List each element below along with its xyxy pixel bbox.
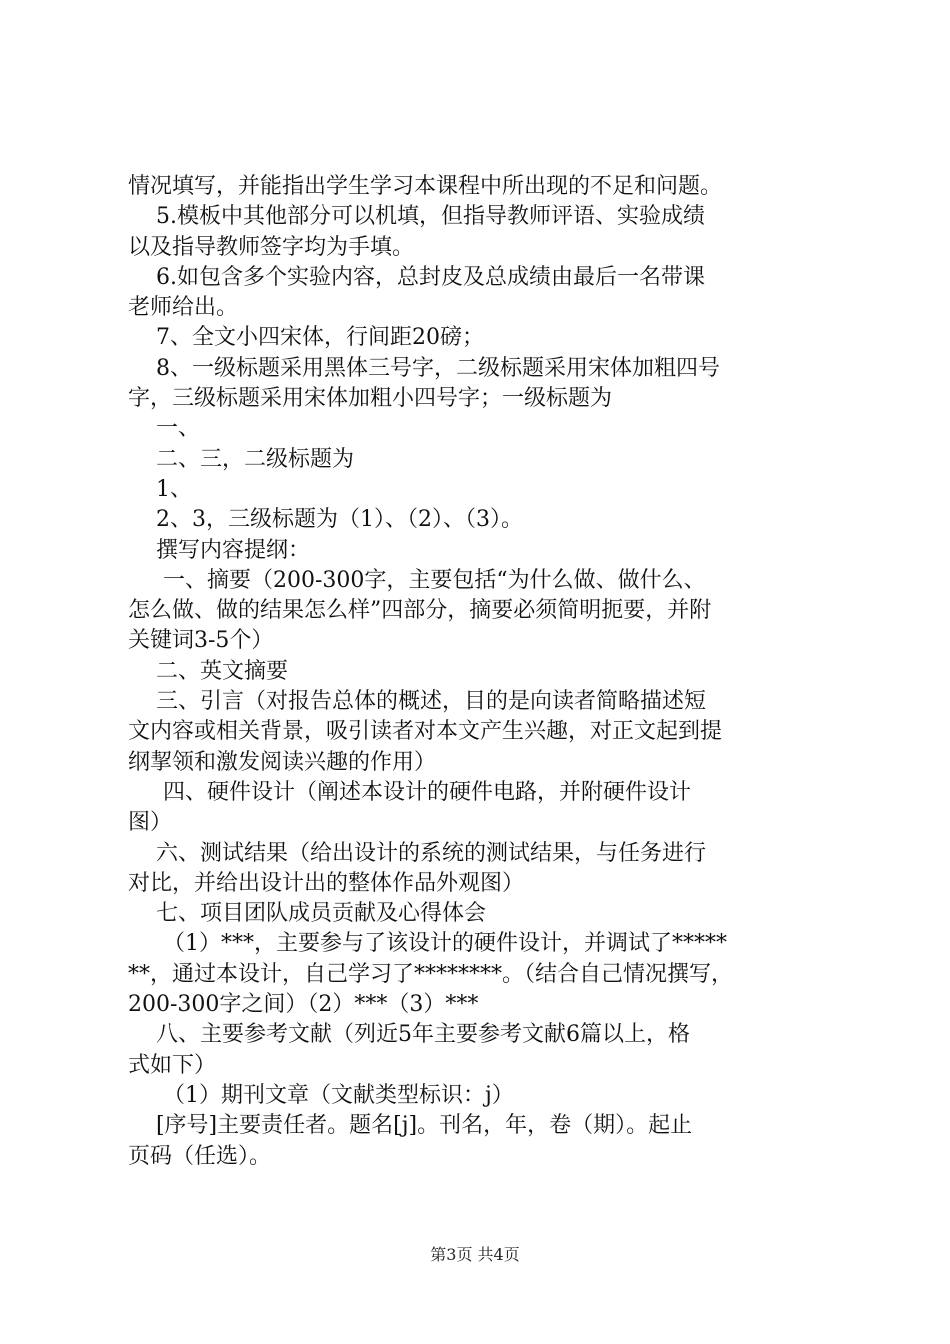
text-line: 二、英文摘要 [128, 658, 288, 684]
text-line: 1、 [128, 476, 192, 502]
text-line: 关键词3-5个） [128, 628, 274, 654]
text-line: 以及指导教师签字均为手填。 [128, 234, 415, 260]
text-line: 六、测试结果（给出设计的系统的测试结果，与任务进行 [128, 840, 706, 866]
text-line: 200-300字之间）（2）***（3）*** [128, 992, 479, 1018]
text-line: （1）期刊文章（文献类型标识：j） [128, 1082, 514, 1108]
text-line: 文内容或相关背景，吸引读者对本文产生兴趣，对正文起到提 [128, 719, 723, 745]
text-line: 老师给出。 [128, 295, 239, 321]
text-line: **，通过本设计，自己学习了********。（结合自己情况撰写， [128, 961, 734, 987]
text-line: 一、摘要（200-300字，主要包括“为什么做、做什么、 [128, 567, 706, 593]
text-line: 7、全文小四宋体，行间距20磅； [128, 325, 484, 351]
text-line: 6.如包含多个实验内容，总封皮及总成绩由最后一名带课 [128, 264, 705, 290]
text-line: 字，三级标题采用宋体加粗小四号字；一级标题为 [128, 386, 613, 412]
text-line: 5.模板中其他部分可以机填，但指导教师评语、实验成绩 [128, 204, 705, 230]
text-line: 三、引言（对报告总体的概述，目的是向读者简略描述短 [128, 689, 706, 715]
text-line: （1）***，主要参与了该设计的硬件设计，并调试了***** [128, 931, 727, 957]
text-line: 8、一级标题采用黑体三号字，二级标题采用宋体加粗四号 [128, 355, 720, 381]
text-line: 撰写内容提纲： [128, 537, 310, 563]
document-body [128, 172, 834, 1172]
text-line: 八、主要参考文献（列近5年主要参考文献6篇以上，格 [128, 1022, 690, 1048]
text-line: 对比，并给出设计出的整体作品外观图） [128, 870, 525, 896]
text-line: 二、三，二级标题为 [128, 446, 354, 472]
text-line: 怎么做、做的结果怎么样”四部分，摘要必须简明扼要，并附 [128, 598, 712, 624]
text-line: 图） [128, 810, 173, 836]
text-line: 式如下） [128, 1052, 217, 1078]
text-line: 七、项目团队成员贡献及心得体会 [128, 901, 486, 927]
text-line: 2、3，三级标题为（1）、（2）、（3）。 [128, 507, 523, 533]
text-line: 四、硬件设计（阐述本设计的硬件电路，并附硬件设计 [128, 779, 691, 805]
page-footer: 第3页 共4页 [430, 1245, 520, 1264]
text-line: 一、 [128, 416, 200, 442]
text-line: 情况填写，并能指出学生学习本课程中所出现的不足和问题。 [128, 174, 723, 199]
text-line: 页码（任选）。 [128, 1143, 272, 1169]
text-line: [序号]主要责任者。题名[j]。刊名，年，卷（期）。起止 [128, 1113, 693, 1139]
text-line: 纲挈领和激发阅读兴趣的作用） [128, 749, 437, 775]
